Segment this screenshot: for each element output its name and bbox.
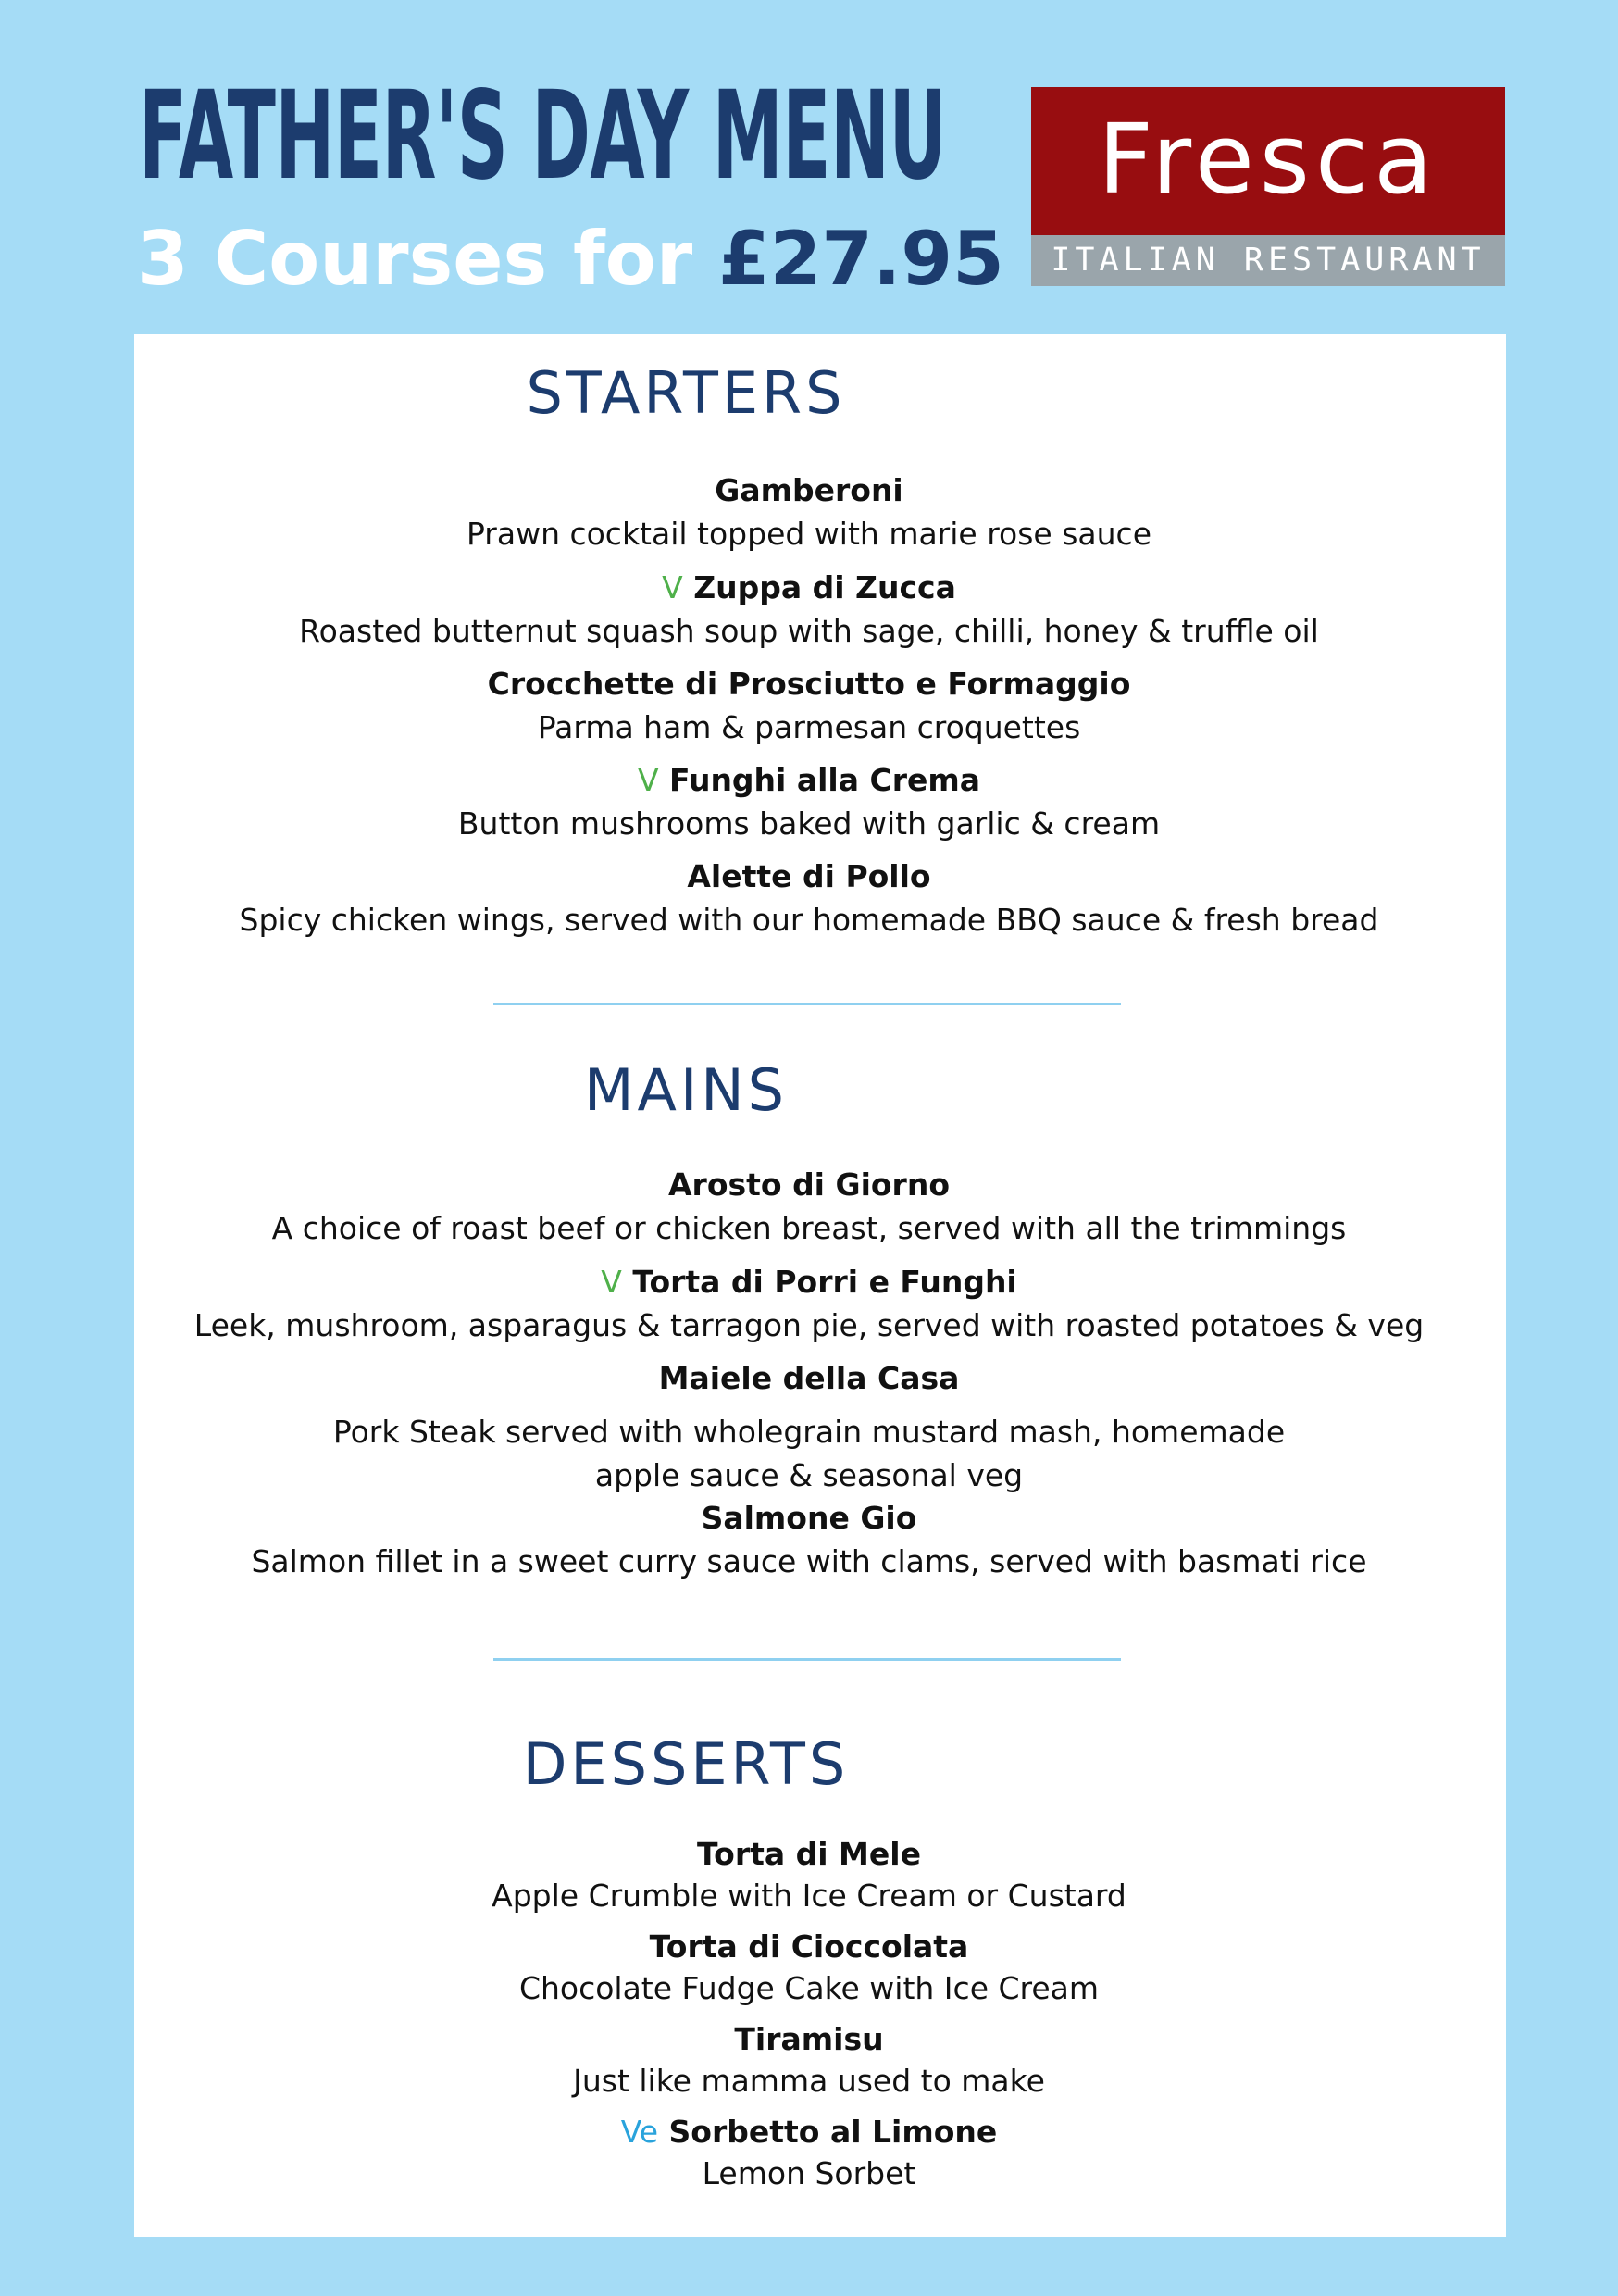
- menu-item-name: [0, 2019, 1618, 2060]
- dish-description: Spicy chicken wings, served with our homemade BBQ sauce & fresh bread: [239, 902, 1379, 938]
- menu-item-name: [0, 1358, 1618, 1399]
- menu-item-name: [0, 470, 1618, 511]
- dish-name: Salmone Gio: [701, 1500, 917, 1536]
- dish-description: Just like mamma used to make: [573, 2063, 1045, 2099]
- logo-brand: Fresca: [1098, 103, 1438, 216]
- mains-heading: MAINS: [584, 1056, 788, 1124]
- dish-name: Maiele della Casa: [658, 1360, 960, 1396]
- restaurant-logo: [1031, 87, 1505, 286]
- logo-tagline: ITALIAN RESTAURANT: [1051, 242, 1486, 279]
- section-divider: [493, 1658, 1121, 1661]
- dish-description: Leek, mushroom, asparagus & tarragon pie, served with roasted potatoes & veg: [193, 1307, 1425, 1343]
- menu-item-name: [0, 2112, 1618, 2152]
- vegetarian-badge: V: [662, 569, 683, 605]
- menu-item-name: [0, 1165, 1618, 1205]
- dish-description: Pork Steak served with wholegrain mustard mash, homemade: [332, 1414, 1286, 1450]
- menu-item-name: [0, 1927, 1618, 1967]
- dish-description: A choice of roast beef or chicken breast, served with all the trimmings: [271, 1210, 1347, 1246]
- dish-description: Apple Crumble with Ice Cream or Custard: [492, 1878, 1126, 1914]
- menu-item-name: [0, 664, 1618, 705]
- menu-item-name: [0, 760, 1618, 801]
- dish-description: Chocolate Fudge Cake with Ice Cream: [518, 1970, 1100, 2006]
- dish-description: Salmon fillet in a sweet curry sauce with clams, served with basmati rice: [251, 1543, 1367, 1579]
- dish-name: Crocchette di Prosciutto e Formaggio: [487, 666, 1131, 702]
- vegetarian-badge: V: [637, 762, 659, 798]
- desserts-heading: DESSERTS: [522, 1730, 850, 1798]
- vegan-badge: Ve: [620, 2114, 659, 2150]
- dish-description: Roasted butternut squash soup with sage, chilli, honey & truffle oil: [299, 613, 1319, 649]
- dish-description-continued: apple sauce & seasonal veg: [594, 1457, 1024, 1493]
- subtitle-prefix: 3 Courses for: [137, 216, 719, 302]
- vegetarian-badge: V: [601, 1264, 622, 1300]
- starters-heading: STARTERS: [526, 359, 846, 427]
- dish-name: Tiramisu: [734, 2021, 884, 2057]
- dish-name: Gamberoni: [715, 472, 903, 508]
- dish-description: Prawn cocktail topped with marie rose sauce: [466, 516, 1152, 552]
- dish-description: Parma ham & parmesan croquettes: [537, 709, 1081, 745]
- menu-item-name: [0, 1498, 1618, 1539]
- section-divider: [493, 1003, 1121, 1005]
- menu-price: £27.95: [718, 216, 1004, 302]
- dish-name: Alette di Pollo: [687, 858, 931, 894]
- dish-name: Zuppa di Zucca: [693, 569, 956, 605]
- menu-subtitle: [137, 215, 1004, 304]
- dish-name: Sorbetto al Limone: [668, 2114, 998, 2150]
- dish-name: Torta di Cioccolata: [649, 1928, 969, 1965]
- dish-description: Lemon Sorbet: [702, 2155, 916, 2191]
- dish-name: Torta di Porri e Funghi: [632, 1264, 1017, 1300]
- dish-name: Arosto di Giorno: [668, 1167, 950, 1203]
- menu-item-name: [0, 568, 1618, 608]
- menu-item-name: [0, 1262, 1618, 1303]
- menu-item-name: [0, 856, 1618, 897]
- menu-title: FATHER'S DAY MENU: [139, 65, 947, 207]
- dish-name: Torta di Mele: [697, 1836, 921, 1872]
- dish-description: Button mushrooms baked with garlic & cream: [457, 805, 1161, 842]
- dish-name: Funghi alla Crema: [669, 762, 981, 798]
- menu-item-name: [0, 1834, 1618, 1875]
